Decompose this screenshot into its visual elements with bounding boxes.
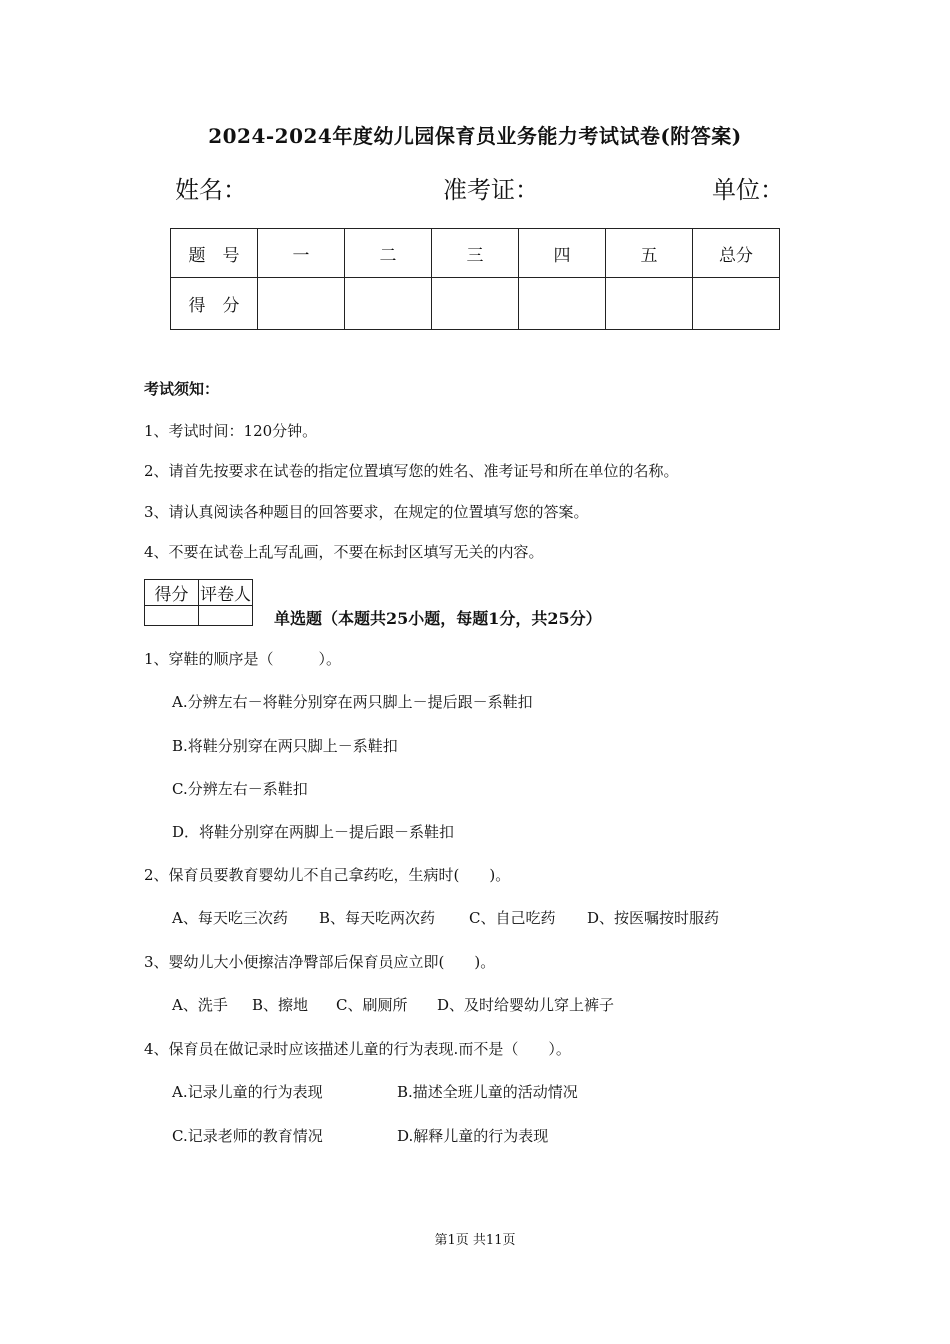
score-table <box>170 228 780 330</box>
question-option: D、及时给婴幼儿穿上裤子 <box>437 996 615 1014</box>
exam-note-item: 2、请首先按要求在试卷的指定位置填写您的姓名、准考证号和所在单位的名称。 <box>144 462 679 480</box>
score-cell <box>432 278 519 330</box>
question-stem: 4、保育员在做记录时应该描述儿童的行为表现.而不是（ ）。 <box>144 1040 571 1058</box>
exam-title: 2024-2024年度幼儿园保育员业务能力考试试卷(附答案) <box>208 124 742 148</box>
page-footer: 第1页 共11页 <box>434 1233 516 1248</box>
exam-note-item: 1、考试时间：120分钟。 <box>144 422 318 440</box>
header-cell-2: 二 <box>345 229 432 278</box>
header-cell-3: 三 <box>432 229 519 278</box>
header-cell-5: 五 <box>606 229 693 278</box>
section-heading: 单选题（本题共25小题，每题1分，共25分） <box>274 609 602 628</box>
header-cell-1: 一 <box>258 229 345 278</box>
question-option: A.记录儿童的行为表现 <box>172 1083 323 1101</box>
header-cell-4: 四 <box>519 229 606 278</box>
question-option: C、刷厕所 <box>336 996 408 1014</box>
question-option: D、按医嘱按时服药 <box>587 909 720 927</box>
grader-box-grader-cell <box>199 606 253 626</box>
question-option: A.分辨左右－将鞋分别穿在两只脚上－提后跟－系鞋扣 <box>172 693 533 711</box>
question-stem: 1、穿鞋的顺序是（ ）。 <box>144 650 342 668</box>
score-row-label: 得 分 <box>171 278 258 330</box>
unit-label: 单位： <box>712 176 784 204</box>
header-cell-question-number: 题 号 <box>171 229 258 278</box>
exam-notes-heading: 考试须知： <box>144 380 220 398</box>
grader-box-grader-label: 评卷人 <box>199 580 253 606</box>
question-option: A、洗手 <box>172 996 228 1014</box>
question-option: B、擦地 <box>252 996 309 1014</box>
score-table-score-row <box>171 278 780 330</box>
score-cell <box>519 278 606 330</box>
question-option: B、每天吃两次药 <box>319 909 436 927</box>
question-option: D．将鞋分别穿在两脚上－提后跟－系鞋扣 <box>172 823 455 841</box>
grader-box <box>144 579 253 626</box>
score-cell <box>606 278 693 330</box>
candidate-info-fields <box>175 170 784 204</box>
exam-id-label: 准考证： <box>443 176 539 204</box>
question-option: C.记录老师的教育情况 <box>172 1127 323 1145</box>
exam-note-item: 3、请认真阅读各种题目的回答要求，在规定的位置填写您的答案。 <box>144 503 589 521</box>
exam-note-item: 4、不要在试卷上乱写乱画，不要在标封区填写无关的内容。 <box>144 543 544 561</box>
question-option: C、自己吃药 <box>469 909 556 927</box>
score-cell <box>345 278 432 330</box>
name-label: 姓名： <box>175 176 247 204</box>
question-option: D.解释儿童的行为表现 <box>397 1127 549 1145</box>
grader-box-score-cell <box>145 606 199 626</box>
question-option: B.将鞋分别穿在两只脚上－系鞋扣 <box>172 737 398 755</box>
score-cell <box>693 278 780 330</box>
score-table-header-row <box>171 229 780 278</box>
header-cell-total: 总分 <box>693 229 780 278</box>
question-option: B.描述全班儿童的活动情况 <box>397 1083 578 1101</box>
question-option: C.分辨左右－系鞋扣 <box>172 780 308 798</box>
score-cell <box>258 278 345 330</box>
grader-box-score-label: 得分 <box>145 580 199 606</box>
question-stem: 2、保育员要教育婴幼儿不自己拿药吃，生病时( )。 <box>144 866 511 884</box>
question-stem: 3、婴幼儿大小便擦洁净臀部后保育员应立即( )。 <box>144 953 496 971</box>
question-option: A、每天吃三次药 <box>172 909 288 927</box>
